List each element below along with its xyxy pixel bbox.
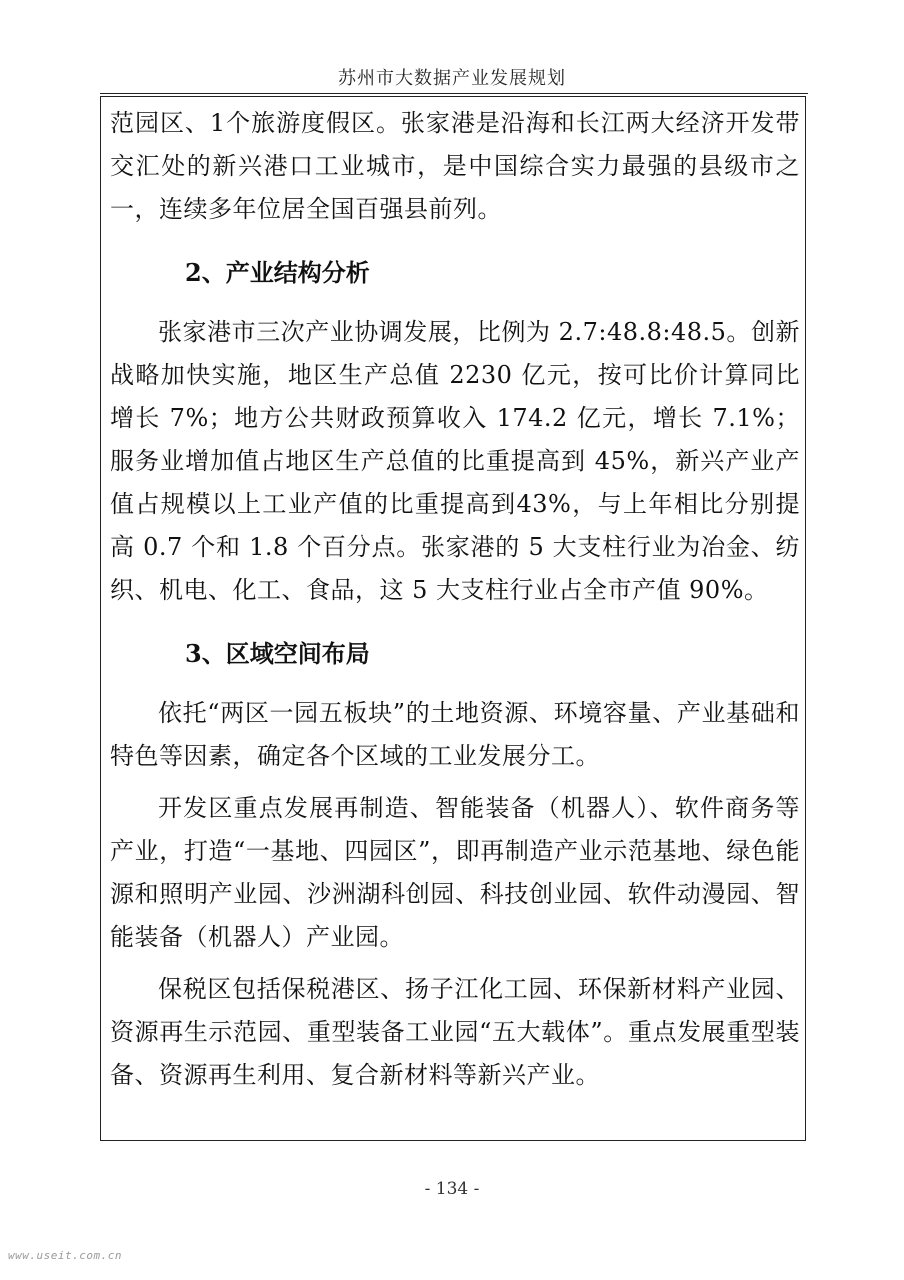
intro-paragraph: 范园区、1个旅游度假区。张家港是沿海和长江两大经济开发带交汇处的新兴港口工业城市，是中国综合实力最强的县级市之一，连续多年位居全国百强县前列。	[110, 109, 800, 223]
spatial-layout-paragraph-2: 开发区重点发展再制造、智能装备（机器人）、软件商务等产业，打造“一基地、四园区”，即再制造产业示范基地、绿色能源和照明产业园、沙洲湖科创园、科技创业园、软件动漫园、智能装备（机器人）产业园。	[110, 794, 800, 951]
header-rule	[100, 93, 808, 94]
spatial-layout-paragraph-1: 依托“两区一园五板块”的土地资源、环境容量、产业基础和特色等因素，确定各个区域的工业发展分工。	[110, 699, 800, 770]
section-heading-spatial-layout: 3、区域空间布局	[185, 639, 370, 668]
running-header-title: 苏州市大数据产业发展规划	[338, 68, 566, 89]
industry-structure-paragraph: 张家港市三次产业协调发展，比例为 2.7:48.8:48.5。创新战略加快实施，地区生产总值 2230 亿元，按可比价计算同比增长 7%；地方公共财政预算收入 174.2 亿元，增长 7.1%；服务业增加值占地区生产总值的比重提高到 45%，新兴产业产值占规模以上工业产值的比重提高到43%，与上年相比分别提高 0.7 个和 1.8 个百分点。张家港的 5 大支柱行业为冶金、纺织、机电、化工、食品，这 5 大支柱行业占全市产值 90%。	[110, 318, 800, 604]
spatial-layout-paragraph-3: 保税区包括保税港区、扬子江化工园、环保新材料产业园、资源再生示范园、重型装备工业园“五大载体”。重点发展重型装备、资源再生利用、复合新材料等新兴产业。	[110, 975, 800, 1089]
watermark-text: www.useit.com.cn	[8, 1249, 122, 1262]
page-number: - 134 -	[424, 1179, 480, 1199]
document-body	[110, 102, 800, 1097]
section-heading-industry-structure: 2、产业结构分析	[185, 258, 370, 287]
